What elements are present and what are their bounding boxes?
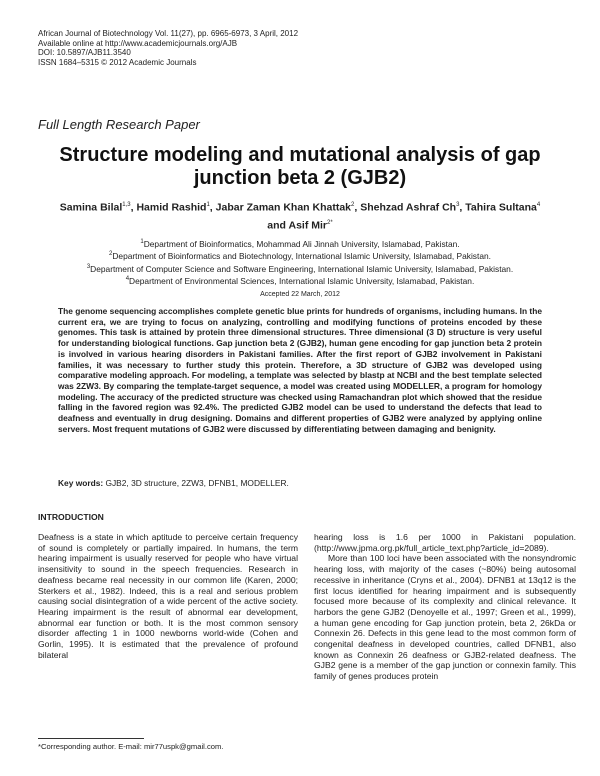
journal-url: Available online at http://www.academicjournals.org/AJB <box>38 38 238 48</box>
author-affiliation-marker: 3 <box>456 202 460 208</box>
author-name: Jabar Zaman Khan Khattak <box>215 201 352 214</box>
issn: ISSN 1684–5315 © 2012 Academic Journals <box>38 57 197 67</box>
section-heading-introduction: INTRODUCTION <box>38 512 104 522</box>
author-affiliation-marker: 2* <box>327 219 333 226</box>
paper-type: Full Length Research Paper <box>38 117 200 132</box>
accepted-date: Accepted 22 March, 2012 <box>260 291 340 298</box>
author-affiliation-marker: 1,3 <box>122 202 131 208</box>
body-paragraph: Deafness is a state in which aptitude to perceive certain frequency of sound is completely or partially impaired. In humans, the term hearing impairment is usually reserved for people who have virtual insensitivity to sound in the speech frequencies. Research in deafness became real necessity in our common life (Karen, 2000; Sterkers et al., 1982). Indeed, this is a real and serious problem causing social disintegration of a wide percent of the active society. Hearing impairment is the result of abnormal ear development, abnormal ear function or both. It is the most common sensory disorder affecting 1 in 1000 newborns world-wide (Cohen and Gorlin, 1995). It is estimated that the prevalence of profound bilateral <box>38 532 298 660</box>
author-list: Samina Bilal$^{1,3}$, Hamid Rashid$^1$, Jabar Zaman Khan Khattak$^2$, Shehzad Ashraf Ch$^3$, Tahira Sultana$^4$ and Asif Mir$^{2*}$ <box>59 201 541 231</box>
author-name: Hamid Rashid <box>136 201 207 214</box>
affiliation: $^3$Department of Computer Science and Software Engineering, International Islamic University, Islamabad, Pakistan. <box>86 263 514 274</box>
author-name: Shehzad Ashraf Ch <box>360 201 457 214</box>
journal-header <box>38 29 298 67</box>
paper-title: Structure modeling and mutational analysis of gap junction beta 2 (GJB2) <box>59 144 541 189</box>
affiliation-list <box>40 237 560 287</box>
corresponding-author-footnote: *Corresponding author. E-mail: mir77uspk@gmail.com. <box>38 742 224 751</box>
keywords <box>58 478 289 488</box>
footnote-divider <box>38 738 144 739</box>
body-column-left <box>38 532 298 660</box>
affiliation: $^1$Department of Bioinformatics, Mohammad Ali Jinnah University, Islamabad, Pakistan. <box>140 238 460 249</box>
author-affiliation-marker: 2 <box>351 202 355 208</box>
author-name: Asif Mir <box>288 219 328 231</box>
body-paragraph: More than 100 loci have been associated with the nonsyndromic hearing loss, with majority of the cases (~80%) being autosomal recessive in inheritance (Cryns et al., 2004). DFNB1 at 13q12 is the first locus identified for hearing impairment and is subsequently focused more because of its complexity and clinical relevance. It harbors the gene GJB2 (Denoyelle et al., 1997; Green et al., 1999), a human gene encoding for Gap junction protein, beta 2, 26kDa or Connexin 26. Defects in this gene lead to the most common form of congenital deafness in developed countries, called DFNB1, also known as Connexin 26 deafness or GJB2-related deafness. The GJB2 gene is a member of the gap junction or connexin family. This family of genes produces protein <box>314 553 576 682</box>
abstract: The genome sequencing accomplishes complete genetic blue prints for hundreds of organisms, including humans. In the current era, we are trying to focus on analyzing, controlling and modifying functions of proteins encoded by these genomes. This task is attained by protein three dimensional structures. Three dimensional (3 D) structure is very useful for understanding biological functions. Gap junction beta 2 (GJB2), human gene encoding for gap junction beta 2 protein is involved in various hearing disorders in Pakistani families. After the first report of GJB2 involvement in Pakistani families, it was necessary to further study this protein. Therefore, a 3D structure of GJB2 was developed using comparative modeling approach. For modeling, a template was selected by blastp at NCBI and the best template selected was 2ZW3. By comparing the template-target sequence, a model was created using MODELLER, a program for homology modeling. The accuracy of the predicted structure was checked using Ramachandran plot which showed that the residue falling in the favored region was 92.4%. The predicted GJB2 model can be used to understand the defects that lead to deafness and eventually in drug designing. Domains and different properties of GJB2 were analyzed by applying online servers. Most frequent mutations of GJB2 were discussed by differentiating between damaging and benignity. <box>58 306 542 434</box>
affiliation: $^4$Department of Environmental Sciences, International Islamic University, Islamabad, Pakistan. <box>125 275 475 286</box>
author-affiliation-marker: 1 <box>206 202 210 208</box>
doi: DOI: 10.5897/AJB11.3540 <box>38 48 131 58</box>
keywords-label: Key words: <box>58 478 104 488</box>
affiliation: $^2$Department of Bioinformatics and Biotechnology, International Islamic University, Islamabad, Pakistan. <box>109 251 491 262</box>
author-name: Tahira Sultana <box>465 201 537 214</box>
body-column-right <box>314 532 576 682</box>
journal-citation: African Journal of Biotechnology Vol. 11(27), pp. 6965-6973, 3 April, 2012 <box>38 29 299 38</box>
keywords-text: GJB2, 3D structure, 2ZW3, DFNB1, MODELLER. <box>105 478 289 488</box>
body-paragraph: hearing loss is 1.6 per 1000 in Pakistani population. (http://www.jpma.org.pk/full_article_text.php?article_id=2089). <box>314 532 576 553</box>
author-name: Samina Bilal <box>59 201 123 214</box>
author-affiliation-marker: 4 <box>536 202 541 208</box>
